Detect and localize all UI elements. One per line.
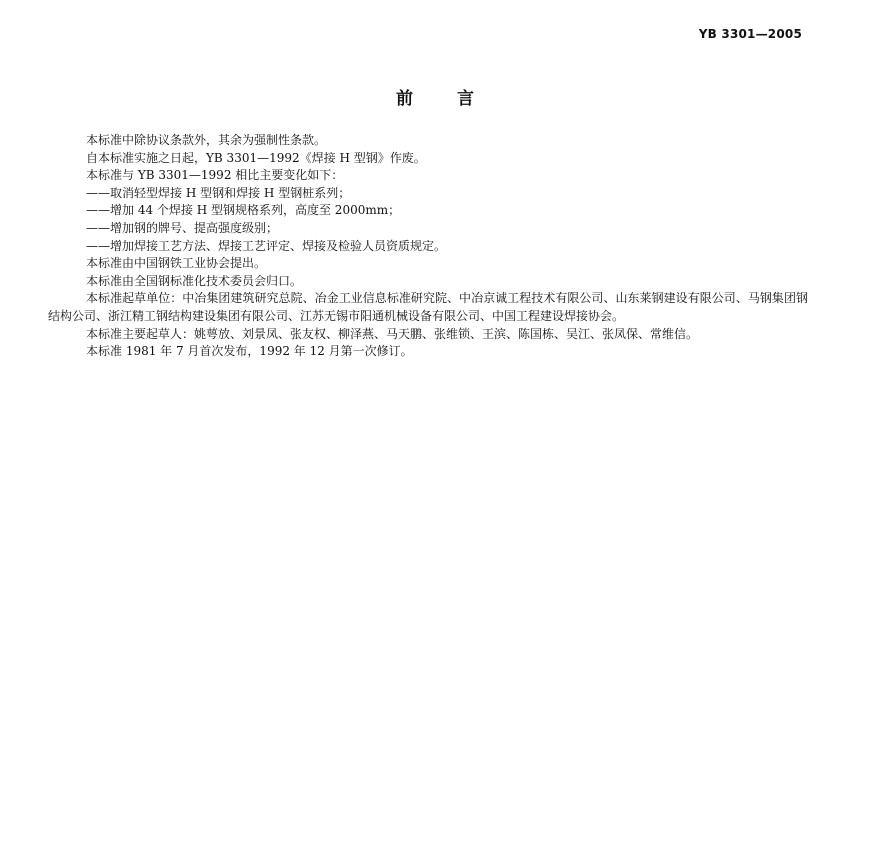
document-body bbox=[48, 132, 808, 361]
paragraph-proposed-by: 本标准由中国钢铁工业协会提出。 bbox=[86, 256, 267, 271]
paragraph-history: 本标准 1981 年 7 月首次发布，1992 年 12 月第一次修订。 bbox=[86, 344, 413, 359]
change-item: ——增加焊接工艺方法、焊接工艺评定、焊接及检验人员资质规定。 bbox=[86, 238, 447, 253]
paragraph-changes-intro: 本标准与 YB 3301—1992 相比主要变化如下： bbox=[86, 168, 344, 183]
paragraph-mandatory-clauses: 本标准中除协议条款外，其余为强制性条款。 bbox=[86, 133, 327, 147]
change-item: ——取消轻型焊接 H 型钢和焊接 H 型钢桩系列； bbox=[86, 185, 351, 200]
document-code: YB 3301—2005 bbox=[698, 27, 802, 41]
paragraph-drafting-units: 本标准起草单位：中冶集团建筑研究总院、冶金工业信息标准研究院、中冶京诚工程技术有限公司、山东莱钢建设有限公司、马钢集团钢结构公司、浙江精工钢结构建设集团有限公司、江苏无锡市阳通机械设备有限公司、中国工程建设焊接协会。 bbox=[48, 291, 808, 323]
paragraph-drafters: 本标准主要起草人：姚萼放、刘景凤、张友权、柳泽燕、马天鹏、张维锁、王滨、陈国栋、吴江、张凤保、常维信。 bbox=[86, 326, 699, 341]
paragraph-supersedes: 自本标准实施之日起，YB 3301—1992《焊接 H 型钢》作废。 bbox=[86, 150, 426, 165]
page-title: 前言 bbox=[396, 89, 518, 109]
paragraph-under-jurisdiction: 本标准由全国钢标准化技术委员会归口。 bbox=[86, 273, 303, 288]
change-item: ——增加钢的牌号、提高强度级别； bbox=[86, 220, 279, 235]
change-item: ——增加 44 个焊接 H 型钢规格系列，高度至 2000mm； bbox=[86, 203, 401, 218]
